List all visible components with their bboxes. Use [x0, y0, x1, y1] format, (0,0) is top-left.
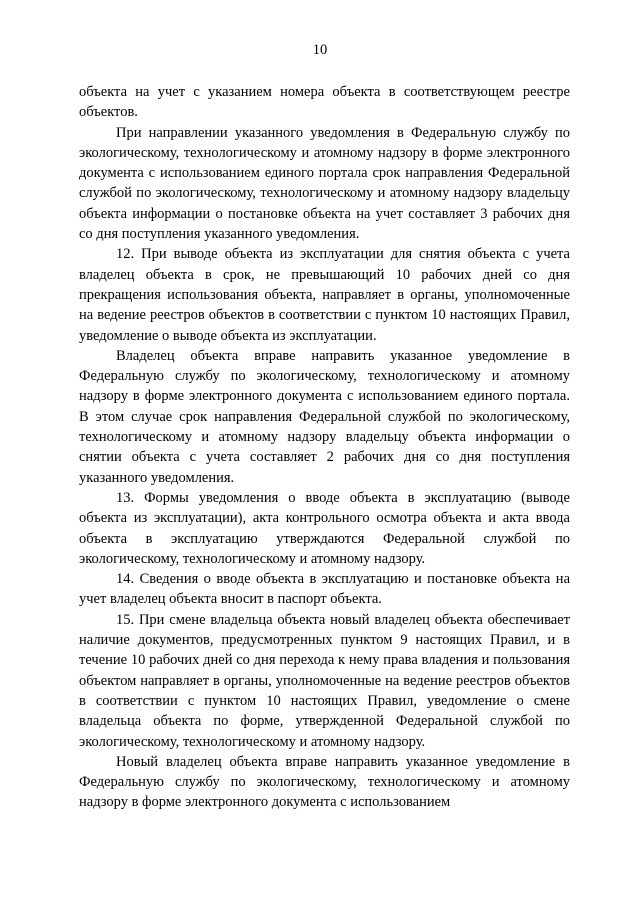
- paragraph: При направлении указанного уведомления в Федеральную службу по экологическому, технологическому и атомному надзору в форме электронного документа с использованием единого портала срок направления Федеральной службой по экологическому, технологическому и атомному надзору владельцу объекта информации о постановке объекта на учет составляет 3 рабочих дня со дня поступления указанного уведомления.: [79, 124, 570, 243]
- paragraph: 15. При смене владельца объекта новый владелец объекта обеспечивает наличие документов, предусмотренных пунктом 9 настоящих Правил, и в течение 10 рабочих дней со дня перехода к нему права владения и пользования объектом направляет в органы, уполномоченные на ведение реестров объектов в соответствии с пунктом 10 настоящих Правил, уведомление о смене владельца объекта по форме, утвержденной Федеральной службой по экологическому, технологическому и атомному надзору.: [79, 611, 570, 750]
- document-body: [79, 82, 570, 813]
- paragraph: 12. При выводе объекта из эксплуатации для снятия объекта с учета владелец объекта в срок, не превышающий 10 рабочих дней со дня прекращения использования объекта, направляет в органы, уполномоченные на ведение реестров объектов в соответствии с пунктом 10 настоящих Правил, уведомление о выводе объекта из эксплуатации.: [79, 246, 570, 344]
- page-number: 10: [312, 42, 328, 58]
- paragraph: объекта на учет с указанием номера объекта в соответствующем реестре объектов.: [79, 84, 570, 121]
- paragraph: 13. Формы уведомления о вводе объекта в эксплуатацию (выводе объекта из эксплуатации), акта контрольного осмотра объекта и акта ввода объекта в эксплуатацию утверждаются Федеральной службой по экологическому, технологическому и атомному надзору.: [79, 489, 570, 567]
- paragraph: Владелец объекта вправе направить указанное уведомление в Федеральную службу по экологическому, технологическому и атомному надзору в форме электронного документа с использованием единого портала. В этом случае срок направления Федеральной службой по экологическому, технологическому и атомному надзору владельцу объекта информации о снятии объекта с учета составляет 2 рабочих дня со дня поступления указанного уведомления.: [79, 347, 570, 486]
- paragraph: 14. Сведения о вводе объекта в эксплуатацию и постановке объекта на учет владелец объекта вносит в паспорт объекта.: [79, 571, 570, 608]
- paragraph: Новый владелец объекта вправе направить указанное уведомление в Федеральную службу по экологическому, технологическому и атомному надзору в форме электронного документа с использованием: [79, 753, 570, 811]
